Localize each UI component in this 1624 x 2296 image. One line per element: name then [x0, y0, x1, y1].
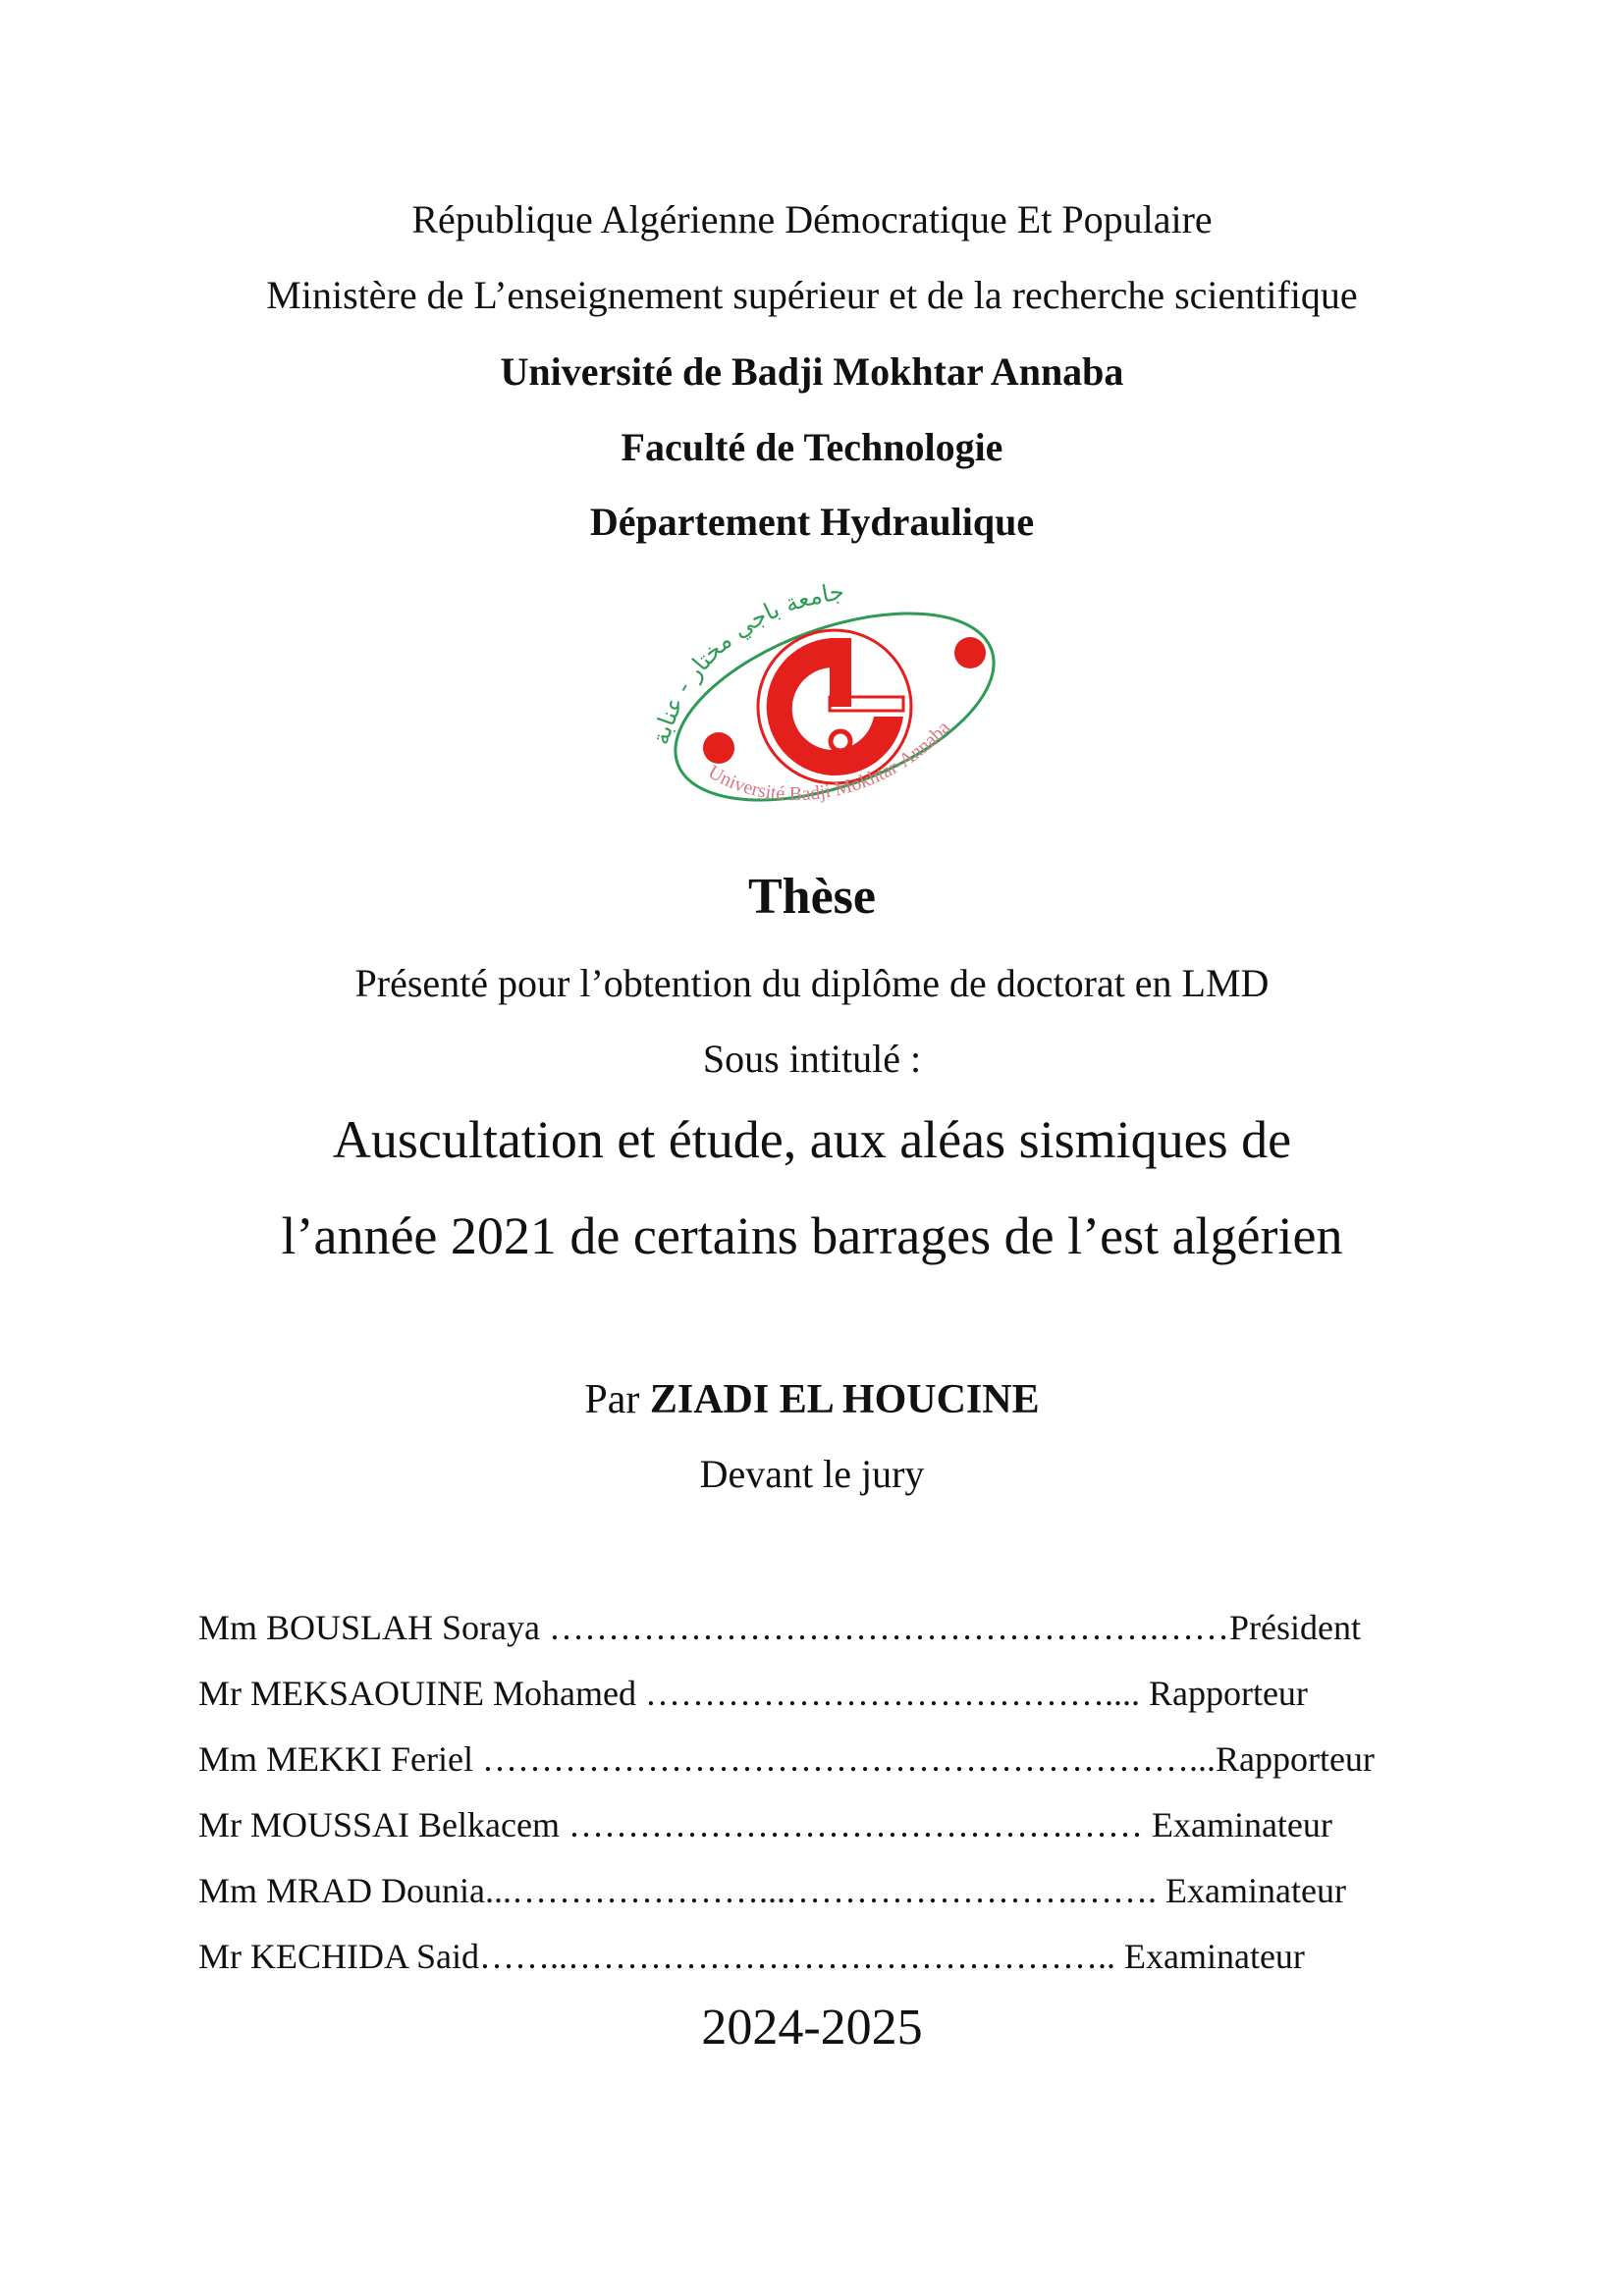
jury-member-name: Mm MEKKI Feriel: [198, 1739, 473, 1779]
author-name: ZIADI EL HOUCINE: [649, 1377, 1040, 1422]
thesis-title-line-2: l’année 2021 de certains barrages de l’est algérien: [281, 1206, 1343, 1265]
logo-small-ring: [831, 731, 850, 751]
logo-dot-left: [703, 732, 734, 764]
jury-member-name: Mm MRAD Dounia: [198, 1871, 486, 1910]
leader-dots: ……………………………………………………...: [472, 1739, 1216, 1779]
jury-member-name: Mm BOUSLAH Soraya: [198, 1608, 540, 1647]
leader-dots: …………………………………....: [635, 1674, 1149, 1713]
department-name: Département Hydraulique: [589, 500, 1035, 544]
leader-dots: ...…………………...…………………….…….: [485, 1871, 1166, 1910]
logo-arabic-text: جامعة باجي مختار - عنابة: [646, 577, 846, 748]
jury-member-row: [198, 1673, 1308, 1714]
academic-year: 2024-2025: [701, 2000, 923, 2056]
thesis-title-line-1: Auscultation et étude, aux aléas sismiques de: [332, 1110, 1292, 1169]
jury-member-row: [198, 1870, 1346, 1911]
jury-member-name: Mr MEKSAOUINE Mohamed: [198, 1674, 636, 1713]
jury-member-role: Rapporteur: [1148, 1674, 1308, 1713]
jury-member-row: [198, 1936, 1305, 1977]
jury-member-role: Rapporteur: [1215, 1739, 1375, 1779]
leader-dots: …………………………………………….……: [540, 1608, 1229, 1647]
republic-header: République Algérienne Démocratique Et Populaire: [411, 197, 1213, 241]
jury-member-row: [198, 1607, 1361, 1648]
faculty-name: Faculté de Technologie: [621, 425, 1003, 469]
university-name: Université de Badji Mokhtar Annaba: [500, 349, 1124, 394]
university-logo: [628, 560, 1021, 844]
subtitle-label: Sous intitulé :: [702, 1037, 922, 1081]
ministry-header: Ministère de L’enseignement supérieur et de la recherche scientifique: [266, 273, 1358, 317]
logo-dot-right: [954, 637, 986, 668]
jury-member-role: Examinateur: [1151, 1805, 1332, 1844]
author-prefix: Par: [584, 1377, 640, 1422]
thesis-type: Thèse: [748, 869, 876, 925]
leader-dots: …………………………………….……: [559, 1805, 1152, 1844]
jury-member-role: Examinateur: [1124, 1937, 1305, 1976]
jury-member-row: [198, 1738, 1375, 1780]
jury-member-name: Mr KECHIDA Said: [198, 1937, 479, 1976]
jury-member-role: Président: [1229, 1608, 1361, 1647]
author-line: [0, 1376, 1624, 1423]
jury-member-row: [198, 1804, 1332, 1845]
jury-label: Devant le jury: [699, 1452, 925, 1496]
jury-member-role: Examinateur: [1165, 1871, 1346, 1910]
jury-member-name: Mr MOUSSAI Belkacem: [198, 1805, 560, 1844]
leader-dots: ……..………………………………………..: [479, 1937, 1124, 1976]
presented-for: Présenté pour l’obtention du diplôme de doctorat en LMD: [354, 961, 1270, 1005]
logo-latin-text: Université Badji Mokhtar-Annaba: [704, 717, 954, 806]
